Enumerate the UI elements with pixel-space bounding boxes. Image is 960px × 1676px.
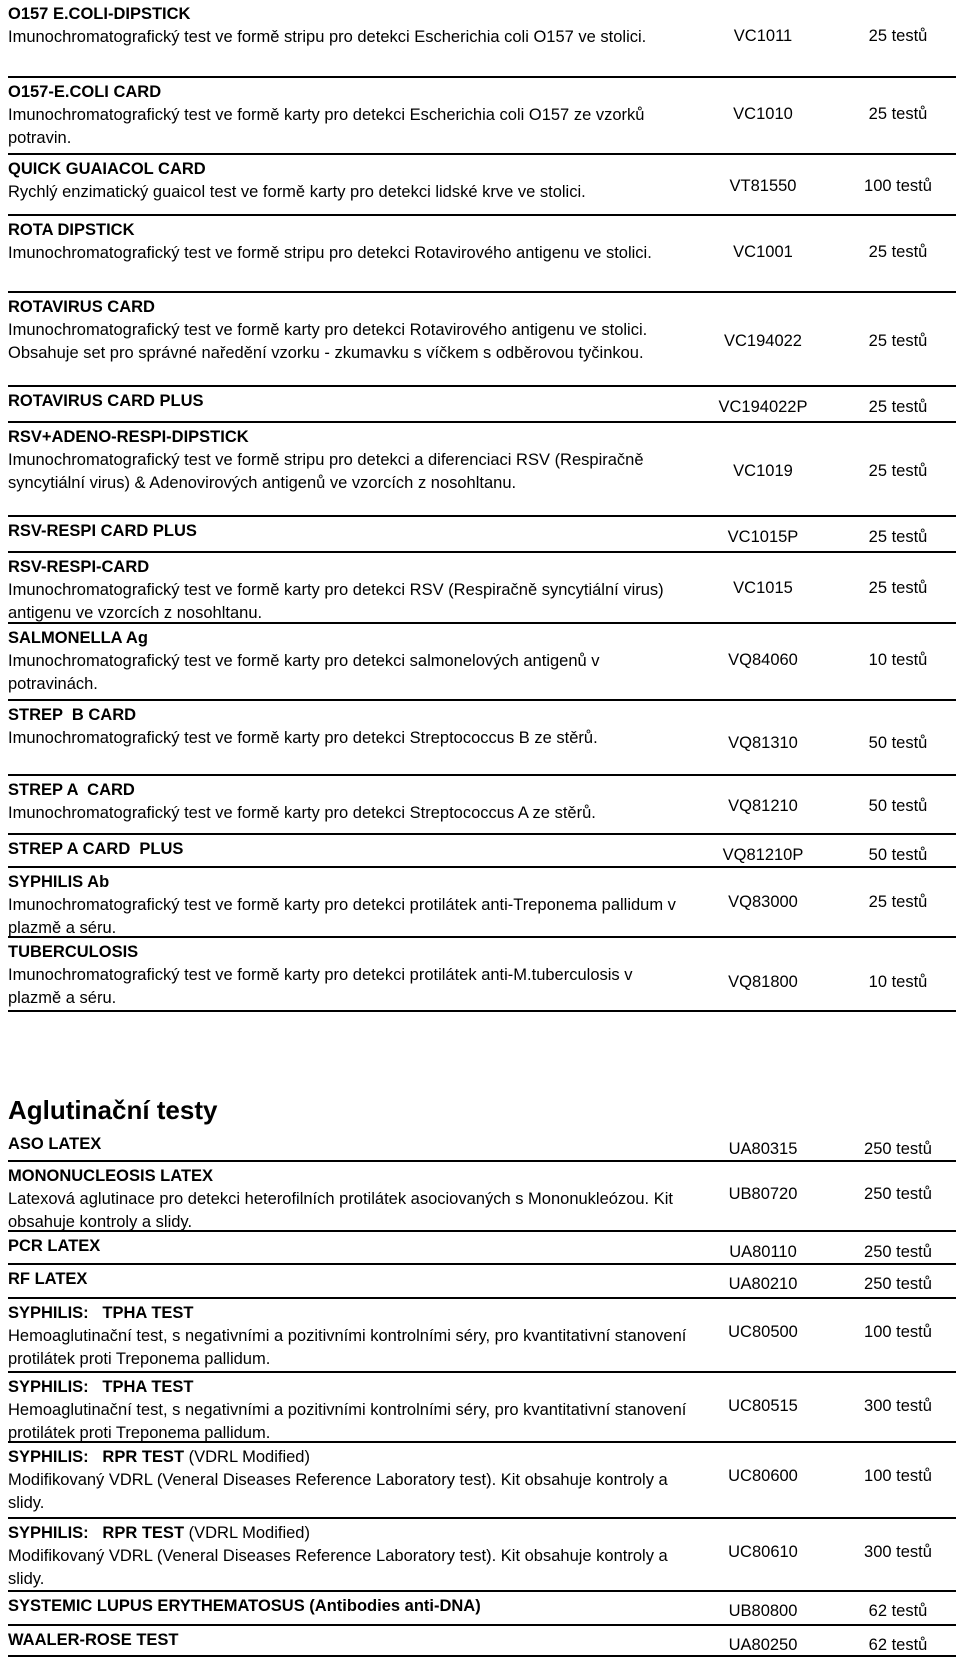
product-name: ROTA DIPSTICK [8,221,135,239]
table-row [8,387,956,423]
product-description-cell [8,1133,688,1156]
table-row [8,155,956,216]
product-code: UB80720 [728,1185,798,1203]
product-name: RSV-RESPI-CARD [8,558,150,576]
product-description: Hemoaglutinační test, s negativními a pozitivními kontrolními séry, pro kvantitativní stanovení protilátek proti Treponema pallidum. [8,1327,687,1368]
product-description-cell [8,1595,688,1618]
product-description-cell [8,838,688,861]
table-row [8,1265,956,1299]
test-count: 50 testů [868,846,928,864]
test-count: 10 testů [868,651,928,669]
table-row [8,776,956,835]
test-count: 25 testů [868,105,928,123]
product-description-cell [8,1446,688,1515]
test-count: 25 testů [868,243,928,261]
product-name: SALMONELLA Ag [8,629,148,647]
product-code: VQ81800 [728,973,798,991]
product-description: Imunochromatografický test ve formě stripu pro detekci Rotavirového antigenu ve stolici. [8,244,652,262]
table-row [8,1592,956,1626]
product-description-cell [8,941,688,1010]
test-count: 62 testů [868,1602,928,1620]
product-code: VQ83000 [728,893,798,911]
product-code: UC80515 [728,1397,798,1415]
product-description-cell [8,296,688,365]
product-description-cell [8,158,688,204]
product-code: UC80610 [728,1543,798,1561]
product-description: Modifikovaný VDRL (Veneral Diseases Reference Laboratory test). Kit obsahuje kontroly a slidy. [8,1547,668,1588]
product-code: UA80250 [728,1636,798,1654]
product-description-cell [8,219,688,265]
table-row [8,0,956,78]
table-row [8,1519,956,1592]
test-count: 25 testů [868,332,928,350]
product-code: UA80210 [728,1275,798,1293]
product-code: UB80800 [728,1602,798,1620]
test-count: 300 testů [864,1543,932,1561]
product-name: SYPHILIS Ab [8,873,110,891]
product-description: Imunochromatografický test ve formě karty pro detekci Streptococcus B ze stěrů. [8,729,598,747]
product-description: Imunochromatografický test ve formě karty pro detekci Rotavirového antigenu ve stolici. Obsahuje set pro správné naředění vzorku - zkumavku s víčkem s odběrovou tyčinkou. [8,321,648,362]
product-name: STREP B CARD [8,706,137,724]
table-row [8,624,956,701]
test-count: 250 testů [864,1185,932,1203]
product-name: WAALER-ROSE TEST [8,1631,179,1649]
product-name: PCR LATEX [8,1237,101,1255]
table-row [8,1443,956,1519]
table-row [8,938,956,1012]
table-row [8,553,956,624]
product-name: STREP A CARD PLUS [8,840,184,858]
product-description: Imunochromatografický test ve formě karty pro detekci protilátek anti-M.tuberculosis v plazmě a séru. [8,966,633,1007]
test-count: 25 testů [868,528,928,546]
table-row [8,835,956,868]
product-code: VC1011 [733,27,793,45]
product-code: VC1001 [733,243,793,261]
product-description: Imunochromatografický test ve formě stripu pro detekci a diferenciaci RSV (Respiračně syncytiální virus) & Adenovirových antigenů ve vzorcích z nosohltanu. [8,451,644,492]
product-name-note: (VDRL Modified) [184,1448,310,1466]
product-code: VC194022 [724,332,802,350]
test-count: 250 testů [864,1275,932,1293]
product-code: UC80600 [728,1467,798,1485]
product-code: VQ81210P [722,846,804,864]
product-name: RF LATEX [8,1270,88,1288]
product-name: ASO LATEX [8,1135,102,1153]
product-description-cell [8,779,688,825]
product-description-cell [8,627,688,696]
table-row [8,216,956,293]
product-code: VQ81210 [728,797,798,815]
table-row [8,868,956,938]
product-description-cell [8,81,688,150]
table-row [8,1232,956,1265]
product-code: UA80315 [728,1140,798,1158]
section-heading-agglutination: Aglutinační testy [8,1095,218,1125]
table-row [8,1626,956,1657]
test-count: 10 testů [868,973,928,991]
product-name: ROTAVIRUS CARD [8,298,155,316]
product-code: VC1019 [733,462,793,480]
product-name: RSV+ADENO-RESPI-DIPSTICK [8,428,249,446]
product-name: SYPHILIS: RPR TEST [8,1448,185,1466]
product-code: VQ81310 [728,734,798,752]
test-count: 300 testů [864,1397,932,1415]
product-description: Hemoaglutinační test, s negativními a pozitivními kontrolními séry, pro kvantitativní stanovení protilátek proti Treponema pallidum. [8,1401,687,1442]
product-name-note: (VDRL Modified) [184,1524,310,1542]
product-name: O157 E.COLI-DIPSTICK [8,5,191,23]
product-name: STREP A CARD [8,781,135,799]
test-count: 25 testů [868,893,928,911]
product-description-cell [8,520,688,543]
product-code: VC1015P [727,528,799,546]
product-code: VQ84060 [728,651,798,669]
test-count: 25 testů [868,579,928,597]
table-row [8,1373,956,1443]
product-description-cell [8,1268,688,1291]
product-code: UC80500 [728,1323,798,1341]
product-description: Imunochromatografický test ve formě karty pro detekci protilátek anti-Treponema pallidum v plazmě a séru. [8,896,676,937]
table-row [8,293,956,387]
product-description: Imunochromatografický test ve formě karty pro detekci Streptococcus A ze stěrů. [8,804,596,822]
product-name: O157-E.COLI CARD [8,83,162,101]
table-row [8,78,956,155]
product-code: VT81550 [729,177,797,195]
test-count: 25 testů [868,27,928,45]
table-row [8,517,956,553]
product-code: VC194022P [718,398,808,416]
test-count: 25 testů [868,398,928,416]
test-count: 250 testů [864,1140,932,1158]
table-row [8,423,956,517]
product-name: SYPHILIS: RPR TEST [8,1524,185,1542]
product-description: Imunochromatografický test ve formě karty pro detekci RSV (Respiračně syncytiální virus) antigenu ve vzorcích z nosohltanu. [8,581,664,622]
product-name: QUICK GUAIACOL CARD [8,160,206,178]
product-name: ROTAVIRUS CARD PLUS [8,392,204,410]
product-description-cell [8,1302,688,1371]
product-description: Imunochromatografický test ve formě karty pro detekci salmonelových antigenů v potravinách. [8,652,600,693]
test-count: 25 testů [868,462,928,480]
table-row [8,1130,956,1162]
product-name: SYPHILIS: TPHA TEST [8,1304,194,1322]
product-name: SYSTEMIC LUPUS ERYTHEMATOSUS (Antibodies anti-DNA) [8,1597,481,1615]
test-count: 100 testů [864,1467,932,1485]
product-name: MONONUCLEOSIS LATEX [8,1167,214,1185]
table-row [8,701,956,776]
test-count: 100 testů [864,177,932,195]
product-description-cell [8,390,688,413]
test-count: 50 testů [868,734,928,752]
test-count: 250 testů [864,1243,932,1261]
table-row [8,1162,956,1232]
product-code: VC1015 [733,579,793,597]
product-description-cell [8,426,688,495]
table-row [8,1299,956,1373]
product-description: Latexová aglutinace pro detekci heterofilních protilátek asociovaných s Mononukleózou. Kit obsahuje kontroly a slidy. [8,1190,673,1231]
product-name: RSV-RESPI CARD PLUS [8,522,197,540]
product-description-cell [8,704,688,750]
product-description-cell [8,1165,688,1234]
product-description: Imunochromatografický test ve formě karty pro detekci Escherichia coli O157 ze vzorků potravin. [8,106,645,147]
product-name: TUBERCULOSIS [8,943,139,961]
product-description-cell [8,871,688,940]
test-count: 100 testů [864,1323,932,1341]
product-code: UA80110 [729,1243,797,1261]
product-name: SYPHILIS: TPHA TEST [8,1378,194,1396]
product-description: Modifikovaný VDRL (Veneral Diseases Reference Laboratory test). Kit obsahuje kontroly a slidy. [8,1471,668,1512]
test-count: 62 testů [868,1636,928,1654]
product-description-cell [8,1629,688,1652]
product-description-cell [8,1235,688,1258]
product-description: Imunochromatografický test ve formě stripu pro detekci Escherichia coli O157 ve stolici. [8,28,647,46]
product-description-cell [8,3,688,49]
product-description-cell [8,556,688,625]
product-description-cell [8,1522,688,1591]
product-code: VC1010 [733,105,793,123]
product-description-cell [8,1376,688,1445]
test-count: 50 testů [868,797,928,815]
product-description: Rychlý enzimatický guaicol test ve formě karty pro detekci lidské krve ve stolici. [8,183,586,201]
